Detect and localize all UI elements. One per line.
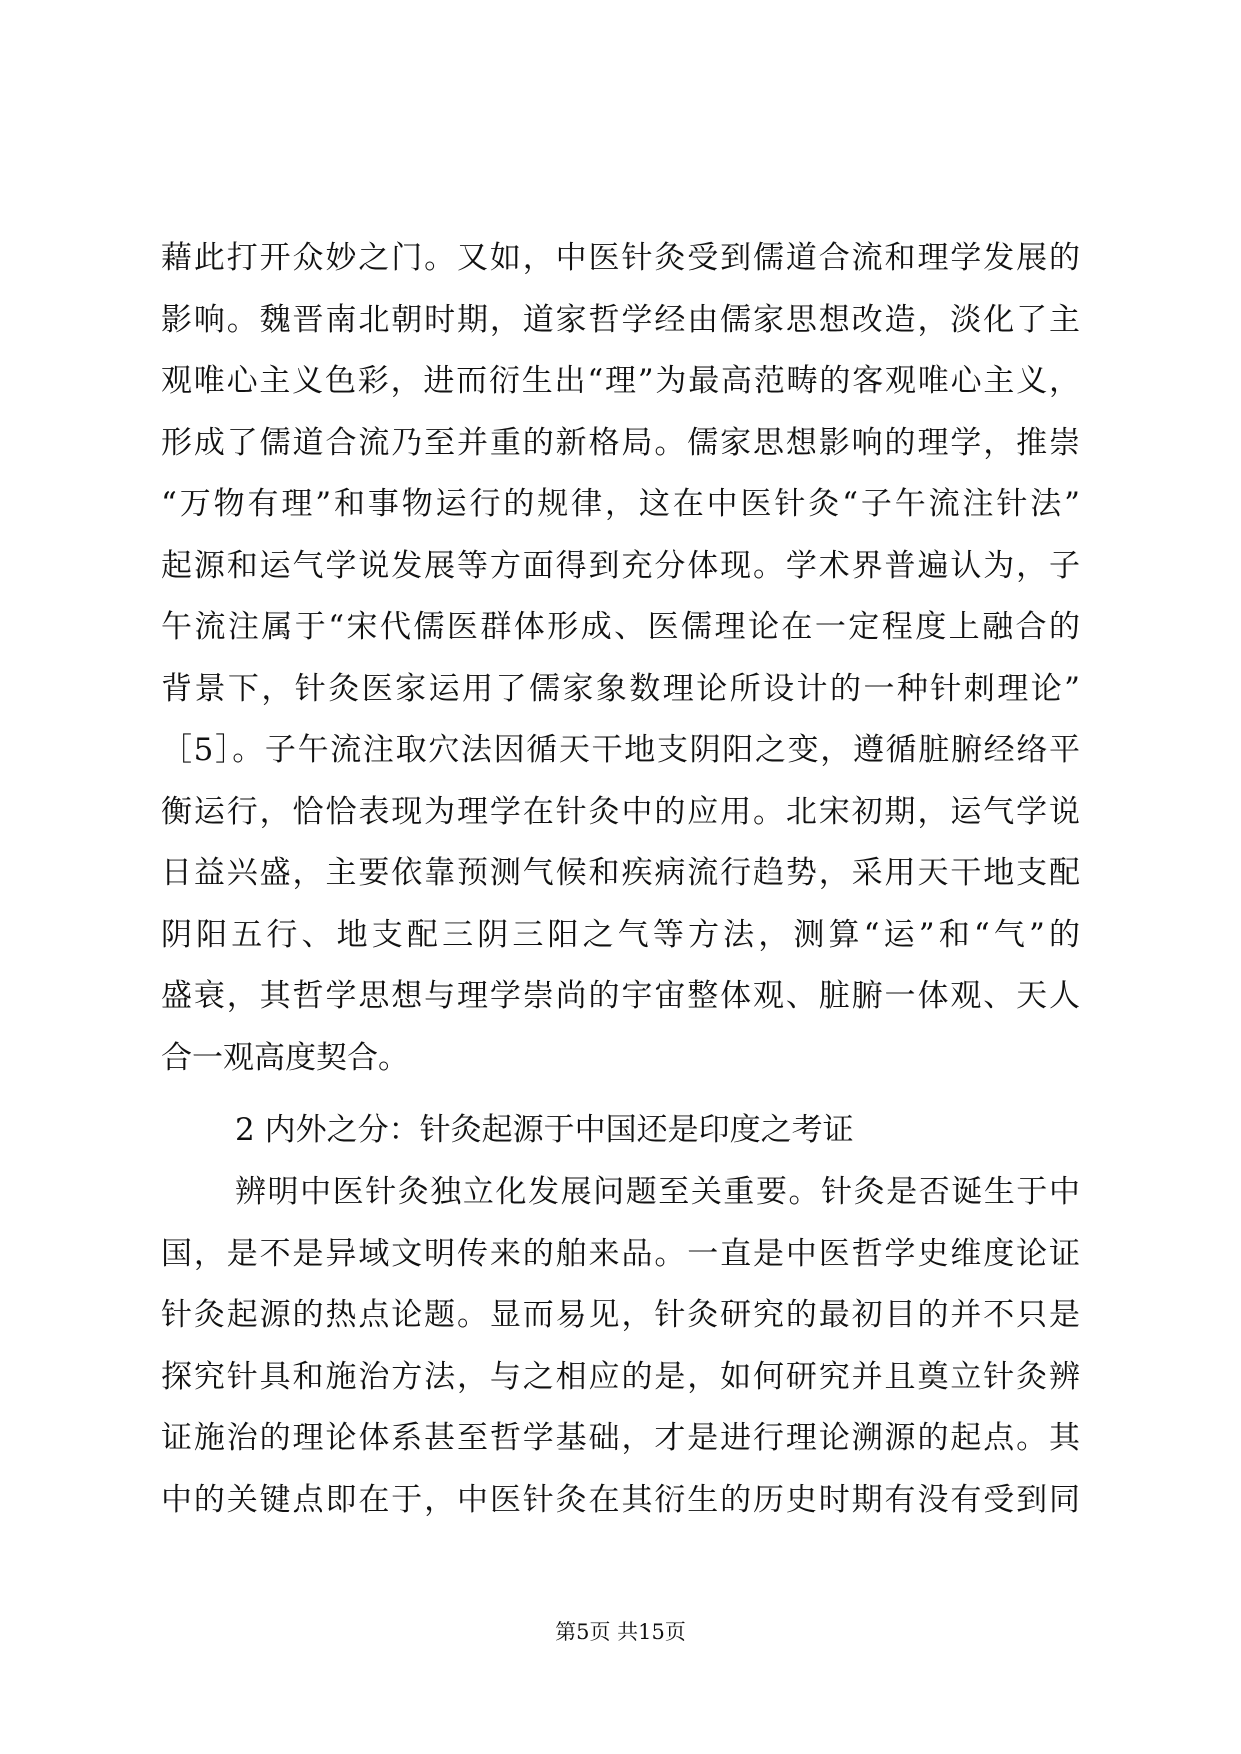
text-line: 合一观高度契合。 [161,1039,409,1076]
text-line: 形成了儒道合流乃至并重的新格局。儒家思想影响的理学，推崇 [161,424,1080,461]
text-line: 盛衰，其哲学思想与理学崇尚的宇宙整体观、脏腑一体观、天人 [161,978,1080,1014]
body-paragraph-2 [161,1162,1080,1531]
text-line: 午流注属于“宋代儒医群体形成、医儒理论在一定程度上融合的 [161,609,1080,645]
text-line: 中的关键点即在于，中医针灸在其衍生的历史时期有没有受到同 [161,1481,1080,1518]
text-line: 影响。魏晋南北朝时期，道家哲学经由儒家思想改造，淡化了主 [161,301,1080,338]
text-line: 起源和运气学说发展等方面得到充分体现。学术界普遍认为，子 [161,547,1080,584]
text-line: 观唯心主义色彩，进而衍生出“理”为最高范畴的客观唯心主义， [161,363,1080,399]
text-line: 国，是不是异域文明传来的舶来品。一直是中医哲学史维度论证 [161,1235,1080,1272]
body-paragraph-1 [161,228,1080,1089]
text-line: 衡运行，恰恰表现为理学在针灸中的应用。北宋初期，运气学说 [161,793,1080,830]
text-line: 辨明中医针灸独立化发展问题至关重要。针灸是否诞生于中 [235,1174,1080,1210]
text-line: 日益兴盛，主要依靠预测气候和疾病流行趋势，采用天干地支配 [161,855,1080,891]
section-heading: 2 内外之分：针灸起源于中国还是印度之考证 [235,1112,854,1148]
text-line: 阴阳五行、地支配三阴三阳之气等方法，测算“运”和“气”的 [161,916,1080,953]
text-line: 背景下，针灸医家运用了儒家象数理论所设计的一种针刺理论” [161,670,1080,707]
text-line: 藉此打开众妙之门。又如，中医针灸受到儒道合流和理学发展的 [161,240,1080,276]
page-footer: 第5页 共15页 [555,1620,686,1644]
text-line: “万物有理”和事物运行的规律，这在中医针灸“子午流注针法” [161,486,1080,522]
text-line: 针灸起源的热点论题。显而易见，针灸研究的最初目的并不只是 [161,1297,1080,1333]
section-heading-block [161,1100,1080,1162]
text-line: 证施治的理论体系甚至哲学基础，才是进行理论溯源的起点。其 [161,1420,1080,1456]
text-line: 探究针具和施治方法，与之相应的是，如何研究并且奠立针灸辨 [161,1358,1080,1395]
text-line: ［5］。子午流注取穴法因循天干地支阴阳之变，遵循脏腑经络平 [161,732,1080,768]
